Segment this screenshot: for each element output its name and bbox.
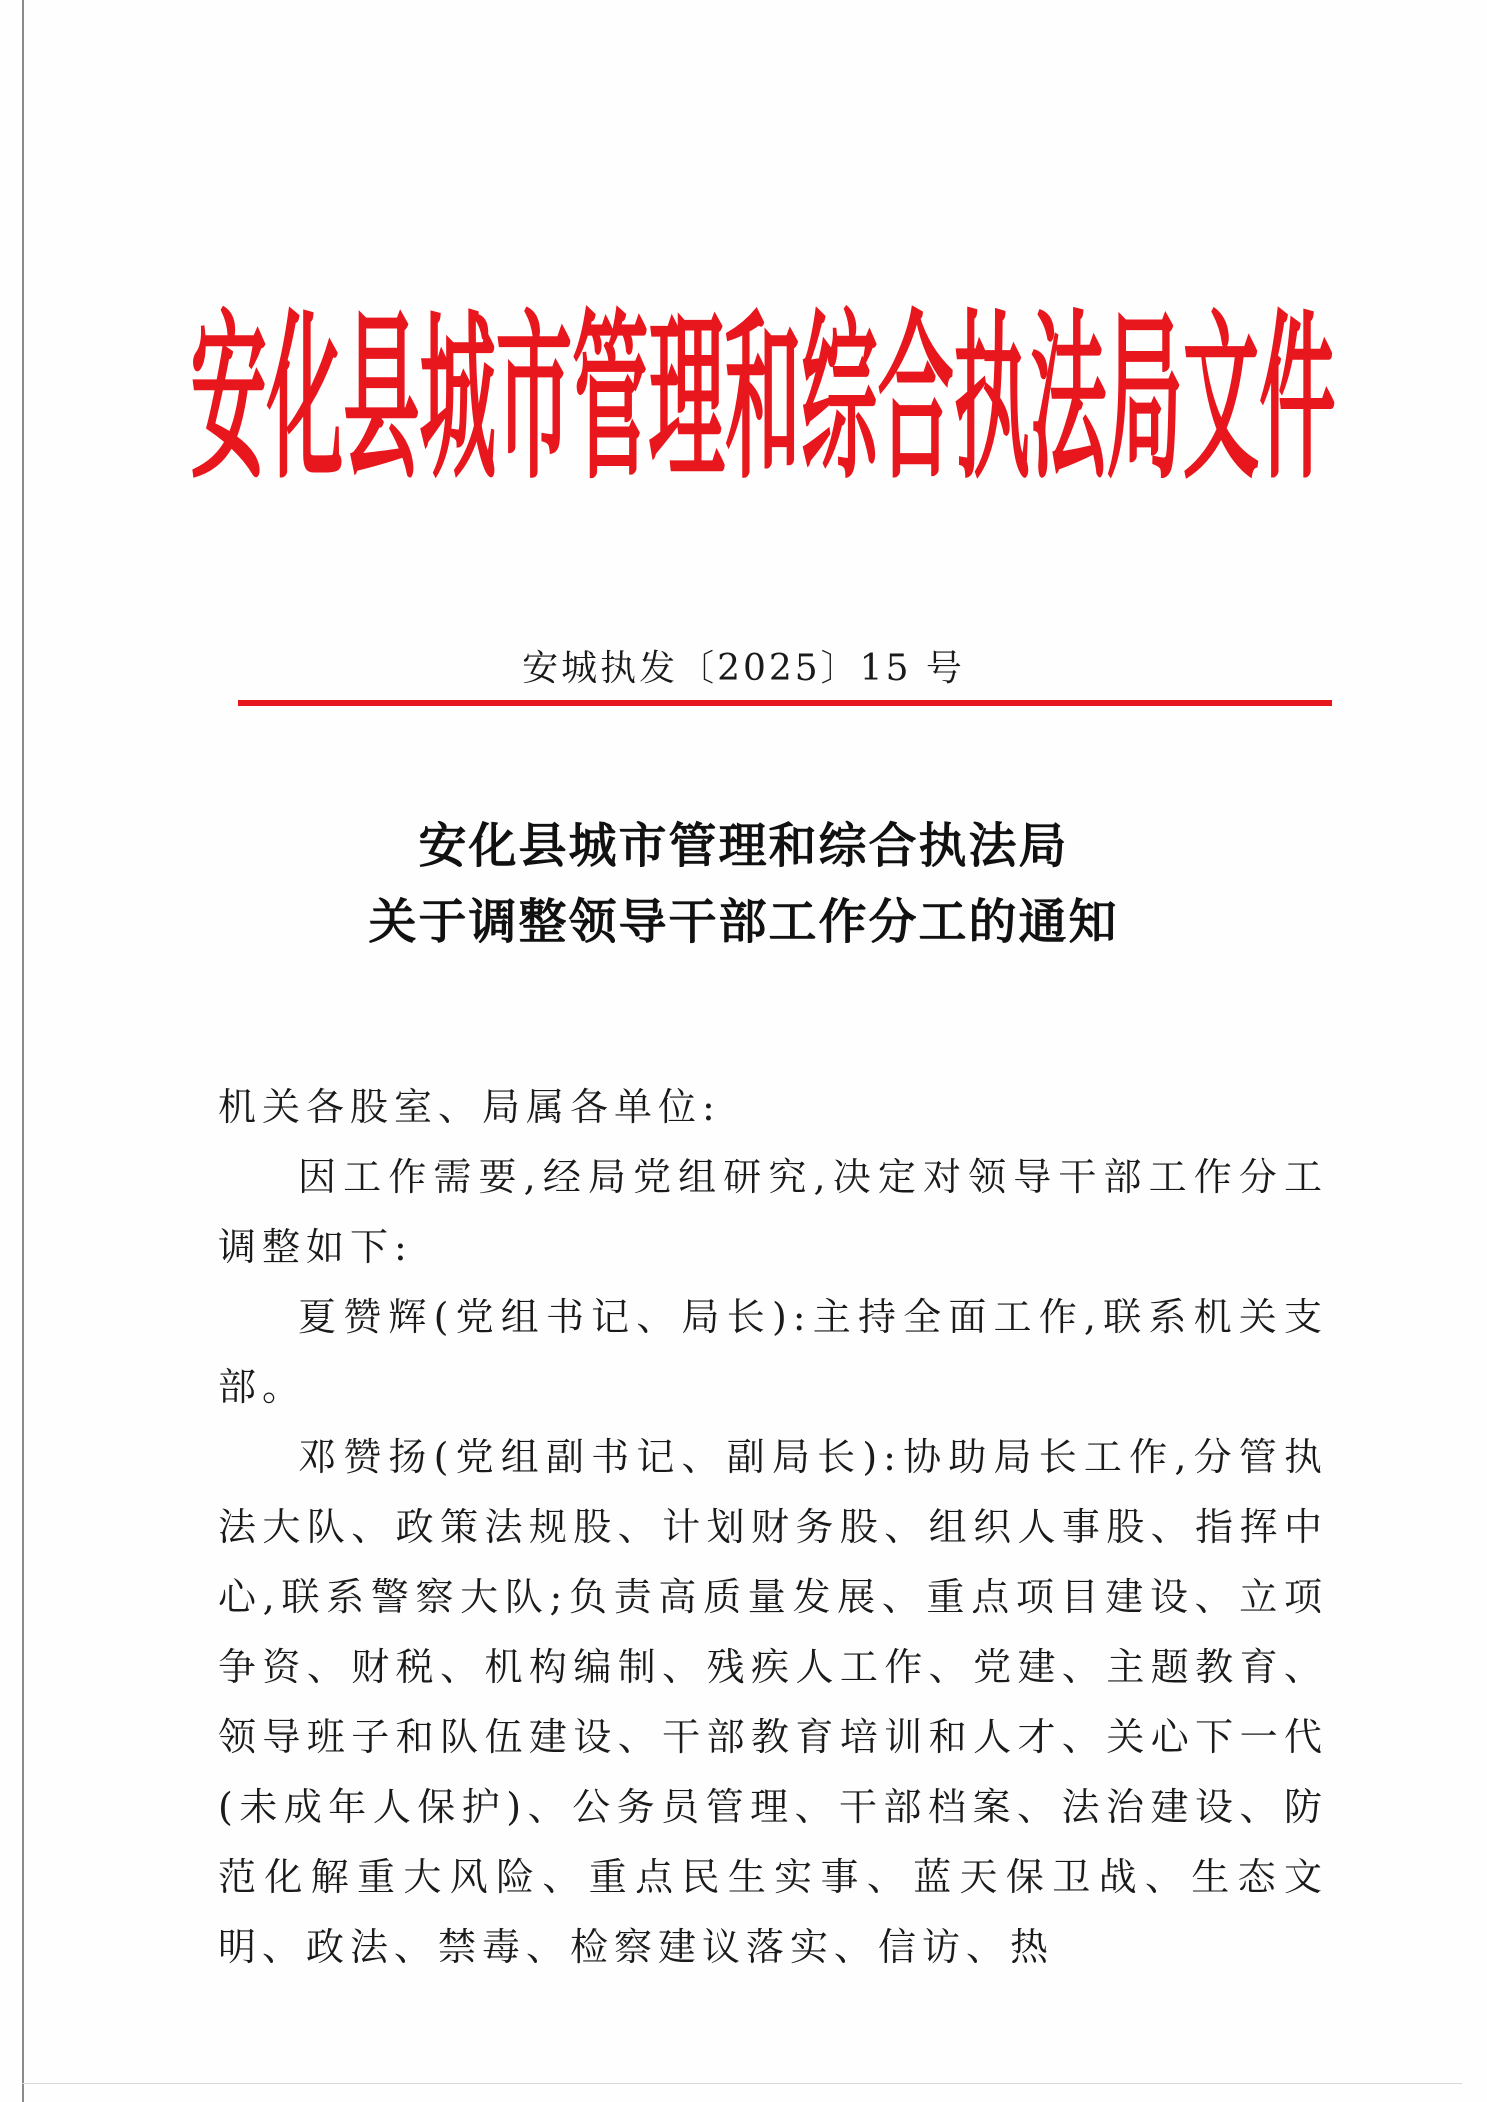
masthead-text: 安化县城市管理和综合执法局文件 — [190, 292, 1335, 504]
assignment-paragraph — [218, 1422, 1328, 1982]
notice-body — [218, 1072, 1328, 1982]
notice-title — [0, 808, 1487, 960]
assignment-paragraph — [218, 1282, 1328, 1422]
scan-bottom-line — [22, 2083, 1462, 2084]
assignment-name: 邓赞扬(党组副书记、副局长): — [298, 1435, 902, 1479]
assignment-name: 夏赞辉(党组书记、局长): — [298, 1295, 812, 1339]
red-separator-rule — [238, 700, 1332, 706]
intro-paragraph: 因工作需要,经局党组研究,决定对领导干部工作分工调整如下: — [218, 1155, 1328, 1269]
title-line-2: 关于调整领导干部工作分工的通知 — [368, 894, 1119, 950]
salutation: 机关各股室、局属各单位: — [218, 1085, 721, 1129]
assignment-duties: 协助局长工作,分管执法大队、政策法规股、计划财务股、组织人事股、指挥中心,联系警察大队;负责高质量发展、重点项目建设、立项争资、财税、机构编制、残疾人工作、党建、主题教育、领导班子和队伍建设、干部教育培训和人才、关心下一代(未成年人保护)、公务员管理、干部档案、法治建设、防范化解重大风险、重点民生实事、蓝天保卫战、生态文明、政法、禁毒、检察建议落实、信访、热 — [218, 1435, 1328, 1969]
document-number: 安城执发〔2025〕15 号 — [522, 648, 965, 689]
masthead — [190, 255, 1335, 515]
title-line-1: 安化县城市管理和综合执法局 — [418, 818, 1069, 874]
assignment-duties: 主持全面工作,联系机关支部。 — [218, 1295, 1328, 1409]
scan-edge-line — [22, 0, 24, 2102]
